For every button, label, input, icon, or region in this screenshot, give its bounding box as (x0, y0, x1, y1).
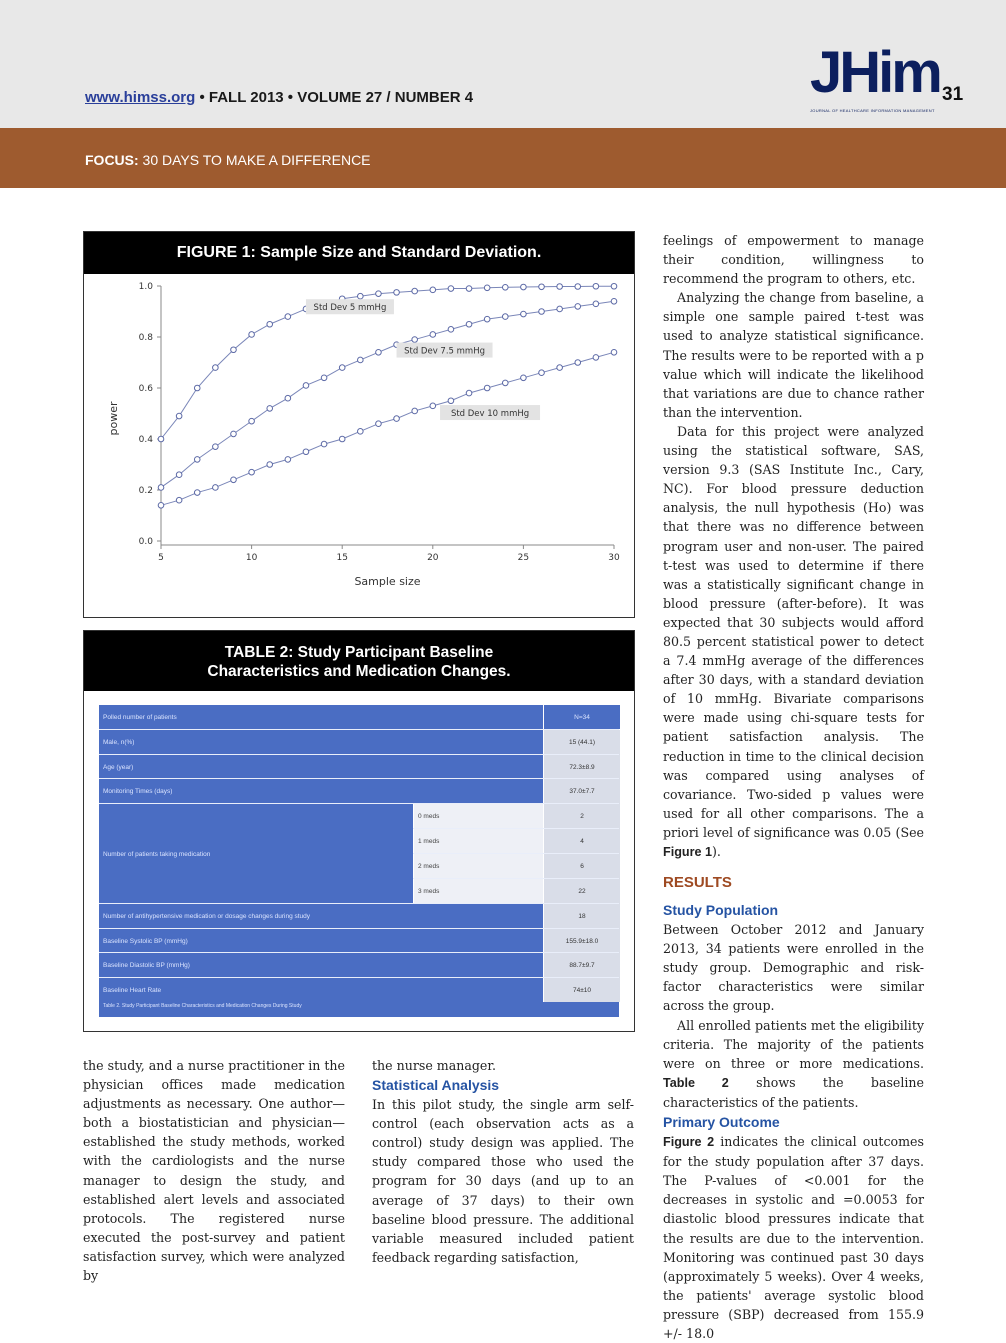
data-point (194, 385, 200, 391)
data-point (521, 375, 527, 381)
focus-label: FOCUS: (85, 152, 139, 168)
data-point (303, 383, 309, 389)
data-point (466, 390, 472, 396)
body-paragraph: the nurse manager. (372, 1058, 497, 1073)
y-tick-label: 0.6 (138, 384, 153, 394)
data-point (484, 385, 490, 391)
data-point (539, 370, 545, 376)
data-point (557, 365, 563, 371)
figure-1 (83, 231, 635, 618)
data-point (231, 347, 237, 353)
data-point (176, 497, 182, 503)
body-paragraph (663, 422, 924, 862)
x-tick-label: 15 (336, 553, 348, 563)
data-point (430, 403, 436, 409)
table-meds-label: Number of patients taking medication (103, 850, 211, 858)
focus-banner-text (85, 152, 371, 168)
data-point (539, 309, 545, 315)
data-point (611, 283, 617, 289)
data-point (430, 287, 436, 293)
paragraph-text: ). (712, 844, 721, 859)
y-tick-label: 1.0 (138, 282, 153, 292)
data-point (267, 406, 273, 412)
table-cell-value: 72.3±8.9 (543, 755, 620, 779)
power-chart (84, 274, 634, 617)
data-point (539, 284, 545, 290)
text-column-2 (372, 1056, 634, 1267)
table-meds-sublabel: 0 meds (413, 804, 543, 829)
data-point (430, 332, 436, 338)
data-point (593, 283, 599, 289)
logo-text: JHim (810, 40, 940, 105)
body-paragraph: In this pilot study, the single arm self-control (each observation acts as a control) study design was applied. The study compared those who used the program for 30 days (and up to an average of 37 days) to their own baseline blood pressure. The additional variable measured included patient feedback regarding satisfaction, (372, 1097, 634, 1265)
data-point (194, 457, 200, 463)
data-point (358, 357, 364, 363)
table-title-line-2: Characteristics and Medication Changes. (207, 663, 511, 680)
data-point (412, 337, 418, 343)
data-point (158, 436, 164, 442)
text-column-3 (663, 231, 924, 1343)
table-row (99, 729, 619, 755)
data-point (249, 418, 255, 424)
table-cell-label: Age (year) (103, 763, 134, 771)
data-point (176, 472, 182, 478)
table-header-label: Polled number of patients (103, 713, 177, 721)
data-point (557, 284, 563, 290)
data-point (593, 355, 599, 361)
series-label: Std Dev 10 mmHg (450, 409, 530, 420)
table-row (413, 828, 619, 854)
data-point (376, 291, 382, 297)
data-point (575, 284, 581, 290)
data-point (213, 485, 219, 491)
data-point (502, 380, 508, 386)
data-point (448, 286, 454, 292)
body-paragraph: feelings of empowerment to manage their condition, willingness to recommend the program to others, etc. (663, 233, 924, 287)
data-point (285, 395, 291, 401)
data-point (358, 429, 364, 435)
table-cell-value: 6 (543, 854, 620, 879)
x-tick-label: 10 (245, 553, 258, 563)
header-issue-text: • FALL 2013 • VOLUME 27 / NUMBER 4 (195, 89, 474, 106)
data-point (376, 421, 382, 427)
table-cell-label: Number of antihypertensive medication or dosage changes during study (103, 913, 311, 920)
data-point (575, 304, 581, 310)
data-point (575, 360, 581, 366)
text-column-1 (83, 1056, 345, 1285)
y-axis-label: power (107, 401, 120, 436)
data-point (194, 490, 200, 496)
table-row (99, 778, 619, 804)
paragraph-text: Data for this project were analyzed using the statistical software, SAS, version 9.3 (SAS Institute Inc., Cary, NC). For blood pressure deduction analysis, the null hypothesis (Ho) was that there was no difference between program user and non-user. The paired t-test was used to determine if there was a statistically significant change in blood pressure (after-before). It was expected that 30 subjects would afford 80.5 percent statistical power to detect a 7.4 mmHg average of the differences after 30 days, with a standard deviation of 10 mmHg. Bivariate comparisons were made using chi-square tests for patient satisfaction analysis. The reduction in time to the clinical decision was compared using analyses of covariance. Two-sided p values were used for all other comparisons. The a priori level of significance was 0.05 (See (663, 423, 924, 840)
data-point (502, 284, 508, 290)
header-issue-line (85, 89, 473, 106)
data-point (231, 431, 237, 437)
table-cell-label: Baseline Systolic BP (mmHg) (103, 937, 188, 945)
table-cell-value: 74±10 (543, 978, 620, 1002)
table-header-row (99, 705, 619, 729)
baseline-table (99, 705, 619, 1017)
table-cell-value: 37.0±7.7 (543, 779, 620, 804)
data-point (267, 462, 273, 468)
data-point (521, 284, 527, 290)
data-point (466, 286, 472, 292)
paragraph-text: indicates the clinical outcomes for the study population after 37 days. The P-values of <0.001 for the decreases in systolic and =0.0053 for diastolic blood pressures indicate that the results are due to the intervention. Monitoring was continued past 30 days (approximately 5 weeks). Over 4 weeks, the patients' average systolic blood pressure (SBP) decreased from 155.9 +/- 18.0 (663, 1134, 924, 1341)
page-number: 31 (942, 84, 964, 105)
table-caption: Table 2. Study Participant Baseline Characteristics and Medication Changes During Study (103, 1003, 302, 1009)
body-paragraph (663, 1132, 924, 1343)
section-heading-statistical-analysis: Statistical Analysis (372, 1077, 500, 1094)
data-point (358, 293, 364, 299)
journal-logo (810, 40, 940, 120)
table-cell-label: Male, n(%) (103, 739, 135, 746)
data-point (158, 503, 164, 509)
data-point (611, 350, 617, 356)
data-point (321, 441, 327, 447)
table-cell-value: 88.7±9.7 (543, 953, 620, 978)
table-row (413, 803, 619, 829)
data-point (412, 288, 418, 294)
table-meds-sublabel: 2 meds (413, 854, 543, 879)
data-point (249, 332, 255, 338)
data-point (557, 306, 563, 312)
table-title (84, 631, 634, 691)
table-row (99, 952, 619, 978)
data-point (285, 314, 291, 320)
table-row (99, 754, 619, 779)
header-url-link[interactable]: www.himss.org (85, 89, 196, 106)
series-label: Std Dev 7.5 mmHg (404, 346, 486, 357)
logo-subtitle: JOURNAL OF HEALTHCARE INFORMATION MANAGEMENT (810, 108, 935, 113)
data-point (321, 375, 327, 381)
data-point (466, 321, 472, 327)
data-point (339, 436, 345, 442)
figure-reference[interactable]: Figure 1 (663, 845, 712, 859)
section-heading-study-population: Study Population (663, 902, 779, 919)
table-row (413, 853, 619, 879)
table-cell-label: Monitoring Times (days) (103, 788, 173, 795)
table-cell-label: Baseline Heart Rate (103, 986, 162, 994)
data-point (231, 477, 237, 483)
table-header-value: N=34 (543, 705, 620, 729)
data-point (267, 321, 273, 327)
data-point (412, 408, 418, 414)
table-cell-value: 18 (543, 904, 620, 929)
x-tick-label: 20 (427, 553, 439, 563)
data-point (303, 449, 309, 455)
data-point (158, 485, 164, 491)
data-point (611, 299, 617, 305)
figure-reference[interactable]: Figure 2 (663, 1135, 715, 1150)
section-heading-primary-outcome: Primary Outcome (663, 1114, 780, 1131)
table-row (99, 977, 619, 1002)
data-point (394, 416, 400, 422)
series-label: Std Dev 5 mmHg (313, 303, 387, 314)
data-point (448, 398, 454, 404)
paragraph-text: shows the baseline characteristics of the patients. (663, 1074, 924, 1110)
table-row (99, 903, 619, 929)
x-tick-label: 25 (517, 553, 530, 563)
table-cell-value: 4 (543, 829, 620, 854)
data-point (484, 285, 490, 291)
data-point (213, 365, 219, 371)
series-line (161, 352, 614, 505)
body-paragraph (663, 1016, 924, 1112)
table-cell-value: 22 (543, 879, 620, 904)
x-axis-label: Sample size (354, 575, 421, 588)
data-point (448, 327, 454, 333)
y-tick-label: 0.0 (138, 537, 153, 547)
table-cell-label: Baseline Diastolic BP (mmHg) (103, 962, 190, 969)
y-tick-label: 0.8 (138, 333, 153, 343)
data-point (213, 444, 219, 450)
table-cell-value: 15 (44.1) (543, 730, 620, 755)
focus-title: 30 DAYS TO MAKE A DIFFERENCE (138, 152, 371, 168)
data-point (484, 316, 490, 322)
table-2 (83, 630, 635, 1032)
data-point (502, 314, 508, 320)
data-point (339, 365, 345, 371)
data-point (176, 413, 182, 419)
paragraph-text: All enrolled patients met the eligibility criteria. The majority of the patients were on three or more medications. (663, 1017, 924, 1071)
results-heading: RESULTS (663, 874, 732, 892)
y-tick-label: 0.4 (138, 435, 153, 445)
x-tick-label: 30 (608, 553, 620, 563)
table-row (413, 878, 619, 904)
table-cell-value: 2 (543, 804, 620, 829)
data-point (394, 290, 400, 296)
body-paragraph: Between October 2012 and January 2013, 34 patients were enrolled in the study group. Demographic and risk-factor characteristics were similar across the group. (663, 922, 924, 1014)
x-tick-label: 5 (158, 553, 164, 563)
table-title-line-1: TABLE 2: Study Participant Baseline (224, 644, 494, 661)
data-point (521, 311, 527, 317)
data-point (593, 301, 599, 307)
series-line (161, 301, 614, 487)
table-row (99, 928, 619, 953)
data-point (376, 350, 382, 356)
body-paragraph: the study, and a nurse practitioner in the physician offices made medication adjustments as necessary. One author—both a biostatistician and physician—established the study methods, worked with the cardiologists and the nurse manager to design the study, and established alert levels and associated protocols. The registered nurse executed the post-survey and patient satisfaction survey, which were analyzed by (83, 1058, 345, 1284)
table-reference[interactable]: Table 2 (663, 1075, 729, 1090)
data-point (285, 457, 291, 463)
table-cell-value: 155.9±18.0 (543, 929, 620, 953)
figure-title: FIGURE 1: Sample Size and Standard Deviation. (84, 232, 634, 274)
table-meds-sublabel: 3 meds (413, 879, 543, 904)
data-point (249, 469, 255, 475)
table-meds-sublabel: 1 meds (413, 829, 543, 854)
body-paragraph: Analyzing the change from baseline, a simple one sample paired t-test was used to analyze statistical significance. The results were to be reported with a p value which will indicate the likelihood that variations are due to chance rather than the intervention. (663, 290, 924, 420)
y-tick-label: 0.2 (138, 486, 153, 496)
